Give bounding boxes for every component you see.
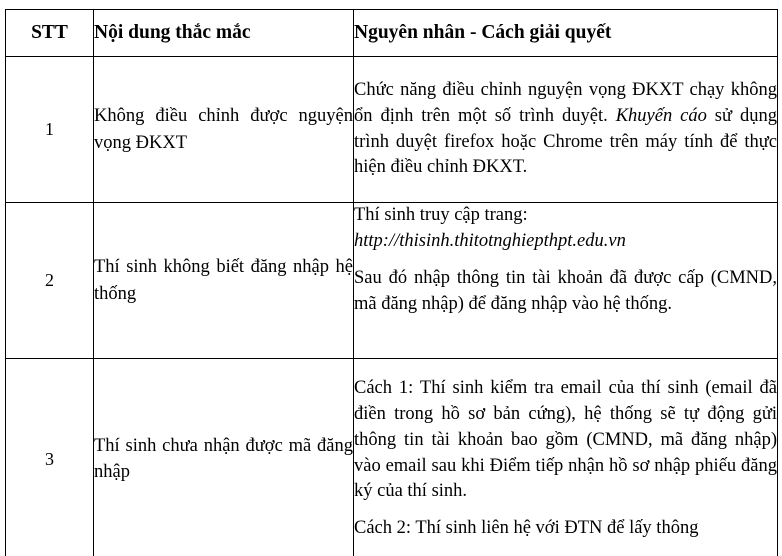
table-row [6, 57, 778, 203]
row-question-cell: Thí sinh chưa nhận được mã đăng nhập [94, 359, 354, 556]
table-body [6, 57, 778, 556]
answer-paragraph-intro: Thí sinh truy cập trang: [354, 205, 528, 225]
row-answer-cell [354, 57, 778, 203]
row-number-cell: 1 [6, 57, 94, 203]
table-header [6, 10, 778, 57]
row-question-cell: Thí sinh không biết đăng nhập hệ thống [94, 203, 354, 359]
table-row [6, 359, 778, 556]
column-header-cach-giai-quyet: Cách giải quyết [481, 21, 612, 43]
row-answer-cell [354, 359, 778, 556]
answer-text-part-1: Chức năng điều chỉnh nguyện vọng ĐKXT chạy không ổn định trên một số trình duyệt. [354, 79, 777, 126]
answer-paragraph [354, 78, 777, 182]
column-header-nguyen-nhan [354, 10, 778, 57]
answer-emphasis-khuyen-cao: Khuyến cáo [615, 105, 707, 126]
table-header-row [6, 10, 778, 57]
column-header-stt: STT [6, 10, 94, 57]
answer-paragraph-url [354, 229, 777, 255]
table-row [6, 203, 778, 359]
row-question-cell: Không điều chỉnh được nguyện vọng ĐKXT [94, 57, 354, 203]
row-number-cell: 3 [6, 359, 94, 556]
login-url-link[interactable]: http://thisinh.thitotnghiepthpt.edu.vn [354, 230, 626, 251]
answer-paragraph-cach-2: Cách 2: Thí sinh liên hệ với ĐTN để lấy thông [354, 518, 699, 539]
answer-text-part-2: sử dụng trình duyệt firefox hoặc Chrome trên máy tính để thực hiện điều chỉnh ĐKXT. [354, 105, 777, 178]
answer-paragraph-instructions: Sau đó nhập thông tin tài khoản đã được cấp (CMND, mã đăng nhập) để đăng nhập vào hệ thống. [354, 267, 777, 314]
answer-paragraph-cach-1: Cách 1: Thí sinh kiểm tra email của thí sinh (email đã điền trong hồ sơ bản cứng), hệ thống sẽ tự động gửi thông tin tài khoản bao gồm (CMND, mã đăng nhập) vào email sau khi Điểm tiếp nhận hồ sơ nhập phiếu đăng ký của thí sinh. [354, 377, 777, 502]
row-answer-cell [354, 203, 778, 359]
column-header-separator: - [465, 21, 482, 43]
column-header-nguyen-nhan-bold: Nguyên nhân [354, 21, 466, 43]
faq-table [5, 9, 778, 556]
column-header-noi-dung: Nội dung thắc mắc [94, 10, 354, 57]
row-number-cell: 2 [6, 203, 94, 359]
